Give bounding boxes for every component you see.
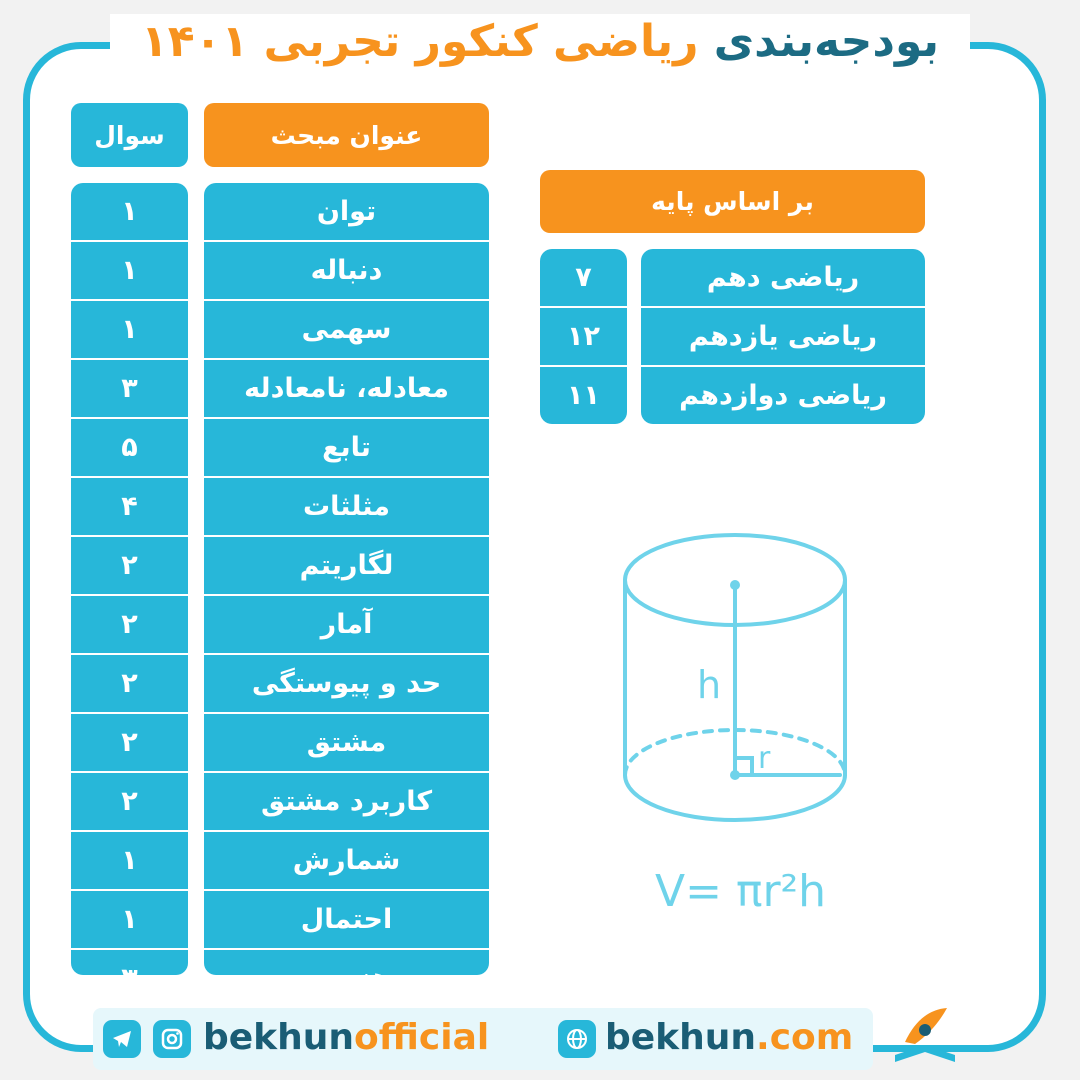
count-cell: ۲	[71, 712, 188, 771]
cylinder-illustration	[600, 530, 900, 930]
base-header: بر اساس پایه	[540, 170, 925, 233]
base-name-cell: ریاضی دوازدهم	[641, 365, 925, 424]
site-part1: bekhun	[605, 1017, 757, 1058]
count-cell: ۱	[121, 196, 138, 227]
topic-cell: حد و پیوستگی	[204, 653, 489, 712]
topic-header: عنوان مبحث	[204, 103, 489, 167]
topic-cell: کاربرد مشتق	[204, 771, 489, 830]
count-cell: ۳	[71, 948, 188, 1007]
website-url[interactable]	[605, 1013, 853, 1063]
count-cell: ۲	[71, 653, 188, 712]
base-count-cell: ۱۲	[540, 306, 627, 365]
handle-part1: bekhun	[203, 1017, 355, 1058]
count-cell: ۱	[71, 889, 188, 948]
topic-cell: سهمی	[204, 299, 489, 358]
title-part1: بودجه‌بندی	[713, 16, 940, 67]
topic-cell: معادله، نامعادله	[204, 358, 489, 417]
topic-cell: شمارش	[204, 830, 489, 889]
title-part2: ریاضی کنکور تجربی ۱۴۰۱	[140, 16, 699, 67]
count-cell: ۱	[71, 299, 188, 358]
count-cell: ۲	[71, 594, 188, 653]
topic-cell: هندسه	[204, 948, 489, 1007]
count-cell: ۱	[71, 830, 188, 889]
count-cell: ۵	[71, 417, 188, 476]
instagram-handle[interactable]	[203, 1013, 489, 1063]
count-cell: ۳	[71, 358, 188, 417]
base-count-column	[540, 249, 627, 424]
base-name-cell: ریاضی دهم	[706, 262, 860, 293]
topic-cell: تابع	[204, 417, 489, 476]
topic-cell: لگاریتم	[204, 535, 489, 594]
count-column	[71, 183, 188, 994]
topic-cell: آمار	[204, 594, 489, 653]
count-cell: ۱	[71, 240, 188, 299]
topic-cell: مثلثات	[204, 476, 489, 535]
count-cell: ۲	[71, 535, 188, 594]
bottom-center-dot	[730, 770, 740, 780]
instagram-icon[interactable]	[153, 1020, 191, 1058]
volume-formula: V= πr²h	[655, 866, 827, 917]
cylinder-bottom-front	[625, 775, 845, 820]
base-count-cell: ۱۱	[540, 365, 627, 424]
topic-cell: مشتق	[204, 712, 489, 771]
topic-cell: دنباله	[204, 240, 489, 299]
count-cell: ۴	[71, 476, 188, 535]
topic-column	[204, 183, 489, 994]
count-cell: ۲	[71, 771, 188, 830]
handle-part2: official	[354, 1017, 490, 1058]
topic-cell: توان	[316, 196, 377, 227]
logo	[885, 1000, 965, 1070]
globe-icon[interactable]	[558, 1020, 596, 1058]
base-name-cell: ریاضی یازدهم	[641, 306, 925, 365]
height-label: h	[697, 663, 722, 707]
count-header: سوال	[71, 103, 188, 167]
top-center-dot	[730, 580, 740, 590]
base-count-cell: ۷	[575, 262, 592, 293]
radius-label: r	[758, 741, 771, 776]
page-title	[110, 14, 970, 70]
topic-cell: احتمال	[204, 889, 489, 948]
site-part2: .com	[756, 1017, 854, 1058]
base-name-column	[641, 249, 925, 424]
telegram-icon[interactable]	[103, 1020, 141, 1058]
